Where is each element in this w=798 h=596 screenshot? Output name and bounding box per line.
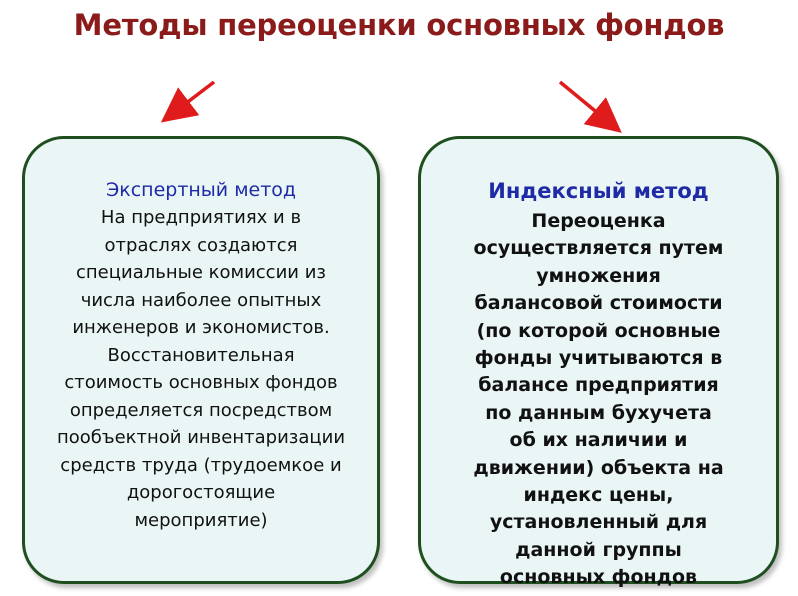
text-line: установленный для: [489, 511, 708, 534]
index-method-box: [418, 136, 779, 589]
diagram-title: Методы переоценки основных фондов: [73, 8, 725, 42]
text-line: Восстановительная: [107, 344, 295, 366]
text-line: умножения: [536, 264, 661, 287]
text-line: инженеров и экономистов.: [72, 317, 330, 338]
text-line: балансовой стоимости: [474, 292, 723, 315]
text-line: движении) объекта на: [473, 456, 724, 479]
text-line: по данным бухучета: [485, 401, 712, 424]
text-line: осуществляется путем: [473, 237, 724, 260]
text-line: Переоценка: [531, 210, 666, 232]
text-line: отраслях создаются: [104, 234, 298, 256]
text-line: мероприятие): [134, 509, 268, 531]
text-line: балансе предприятия: [478, 374, 719, 397]
text-line: пообъектной инвентаризации: [56, 427, 346, 448]
text-line: (по которой основные: [476, 319, 721, 342]
text-line: данной группы: [515, 538, 682, 561]
text-line: определяется посредством: [69, 399, 333, 421]
text-line: стоимость основных фондов: [64, 372, 338, 393]
expert-method-text: [39, 204, 363, 534]
text-line: средств труда (трудоемкое и: [60, 454, 342, 476]
text-line: дорогостоящие: [126, 482, 276, 503]
text-line: основных фондов: [499, 566, 698, 589]
text-line: специальные комиссии из: [76, 262, 326, 283]
text-line: об их наличии и: [509, 429, 688, 452]
expert-method-box: [22, 136, 380, 584]
expert-method-heading: Экспертный метод: [105, 179, 297, 201]
arrows: [0, 0, 798, 140]
text-line: индекс цены,: [523, 484, 674, 507]
arrow-right-icon: [560, 82, 611, 124]
index-method-heading: Индексный метод: [488, 179, 709, 203]
index-method-text: [437, 208, 760, 592]
text-line: фонды учитываются в: [474, 347, 723, 370]
text-line: числа наиболее опытных: [80, 289, 322, 311]
text-line: На предприятиях и в: [100, 207, 302, 228]
arrow-left-icon: [172, 82, 214, 114]
